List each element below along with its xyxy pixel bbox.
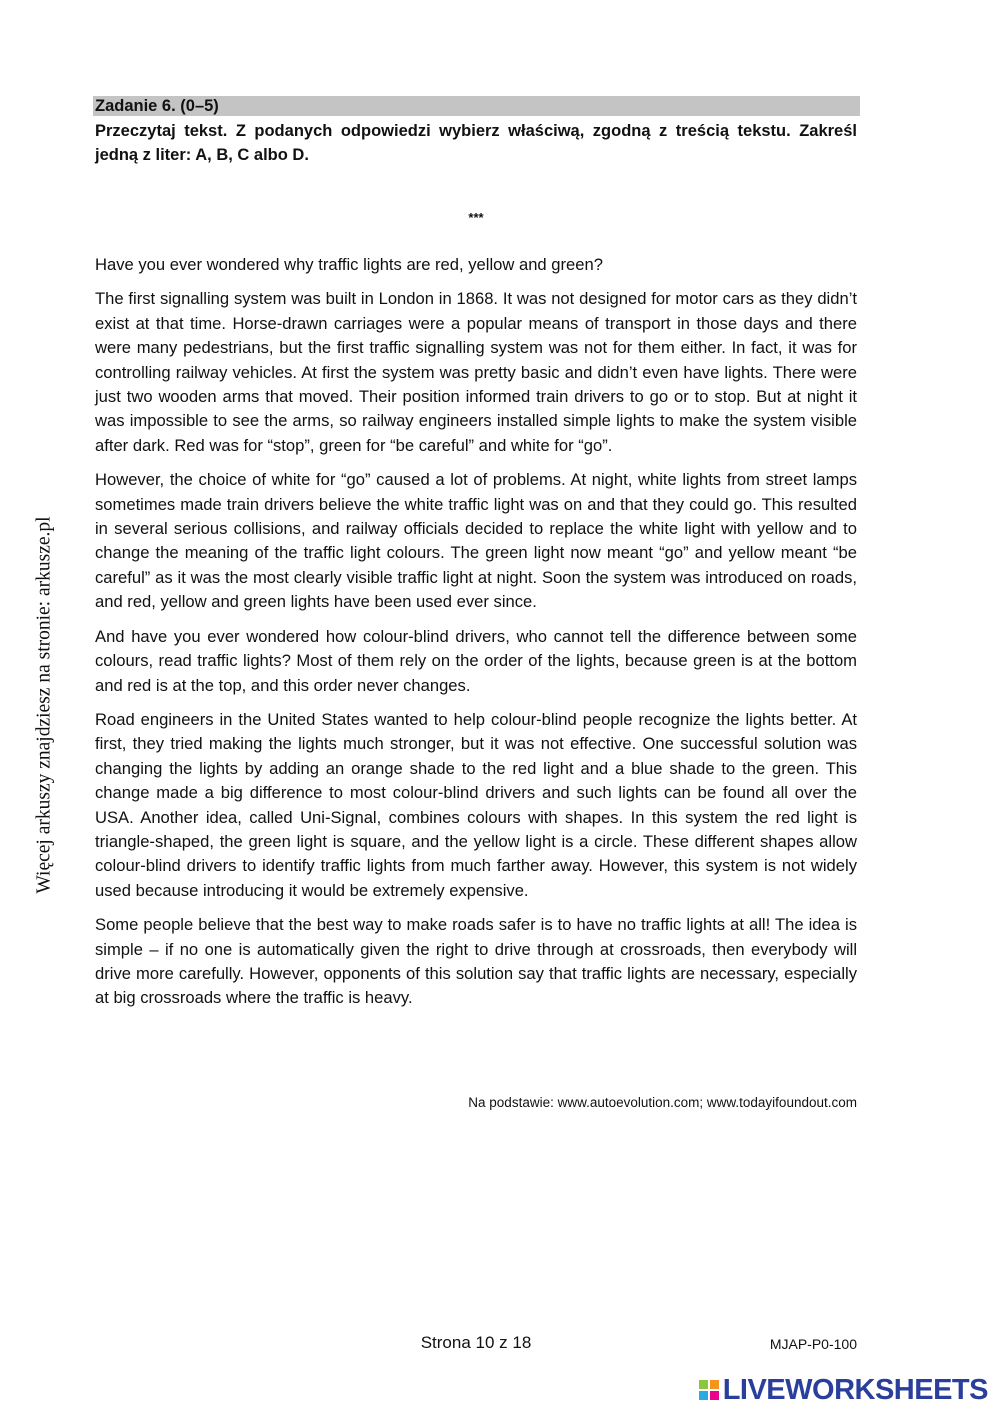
logo-square (710, 1391, 719, 1400)
page-number: Strona 10 z 18 (420, 1333, 532, 1352)
logo-text: LIVEWORKSHEETS (722, 1373, 988, 1406)
paragraph: Road engineers in the United States wanted to help colour-blind people recognize the lights better. At first, they tried making the lights much stronger, but it was not effective. One successful solution was changing the lights by adding an orange shade to the red light and a blue shade to the green. This change made a big difference to most colour-blind drivers and such lights can be found all over the USA. Another idea, called Uni-Signal, combines colours with shapes. In this system the red light is triangle-shaped, the green light is square, and the yellow light is a circle. These different shapes allow colour-blind drivers to identify traffic lights from much farther away. However, this system is not widely used because introducing it would be extremely expensive. (95, 709, 857, 900)
paragraph: The first signalling system was built in London in 1868. It was not designed for motor cars as they didn’t exist at that time. Horse-drawn carriages were a popular means of transport in those days and there were many pedestrians, but the first traffic signalling system was not for them either. In fact, it was for controlling railway vehicles. At first the system was pretty basic and didn’t even have lights. There were just two wooden arms that moved. Their position informed train drivers to go or to stop. But at night it was impossible to see the arms, so railway engineers installed simple lights to make the system visible after dark. Red was for “stop”, green for “be careful” and white for “go”. (95, 289, 857, 455)
article-text (95, 253, 857, 1021)
liveworksheets-logo[interactable] (699, 1374, 988, 1406)
logo-square (710, 1380, 719, 1389)
paragraph: And have you ever wondered how colour-blind drivers, who cannot tell the difference between some colours, read traffic lights? Most of them rely on the order of the lights, because green is at the bottom and red is at the top, and this order never changes. (95, 626, 857, 695)
paragraph: Some people believe that the best way to make roads safer is to have no traffic lights at all! The idea is simple – if no one is automatically given the right to drive through at crossroads, then everybody will drive more carefully. However, opponents of this solution say that traffic lights are necessary, especially at big crossroads where the traffic is heavy. (95, 915, 857, 1008)
paragraph: However, the choice of white for “go” caused a lot of problems. At night, white lights from street lamps sometimes made train drivers believe the white traffic light was on and that they could go. This resulted in several serious collisions, and railway officials decided to replace the white light with yellow and to change the meaning of the traffic light colours. The green light now meant “go” and yellow meant “be careful” as it was the most clearly visible traffic light at night. Soon the system was introduced on roads, and red, yellow and green lights have been used ever since. (95, 470, 857, 612)
logo-square (699, 1380, 708, 1389)
task-instruction: Przeczytaj tekst. Z podanych odpowiedzi wybierz właściwą, zgodną z treścią tekstu. Zakreśl jedną z liter: A, B, C albo D. (95, 122, 857, 164)
section-separator: *** (468, 210, 484, 225)
source-citation: Na podstawie: www.autoevolution.com; www.todayifoundout.com (468, 1095, 857, 1110)
side-watermark (30, 510, 60, 900)
exam-code: MJAP-P0-100 (769, 1336, 857, 1352)
side-watermark-text: Więcej arkuszy znajdziesz na stronie: arkusze.pl (34, 516, 56, 894)
task-title: Zadanie 6. (0–5) (93, 96, 860, 116)
logo-square (699, 1391, 708, 1400)
logo-squares-icon (699, 1380, 719, 1400)
paragraph: Have you ever wondered why traffic lights are red, yellow and green? (95, 255, 603, 274)
